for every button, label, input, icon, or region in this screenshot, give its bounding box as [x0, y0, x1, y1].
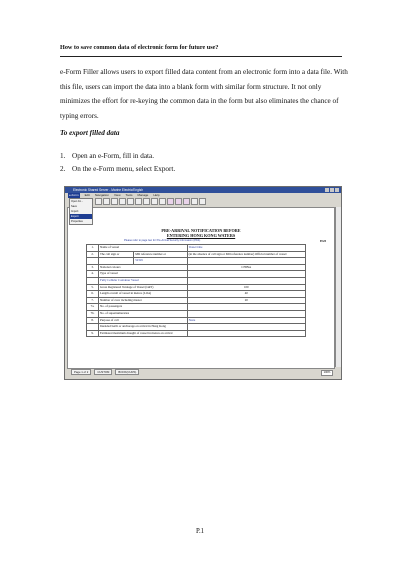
row-number	[87, 277, 99, 284]
row-label[interactable]: Fully Cellular Container Vessel	[99, 277, 188, 284]
table-row	[87, 310, 306, 317]
form-table	[86, 244, 306, 337]
form-note: Please refer to page two for Pre-Arrival Security Information (PAS).	[124, 239, 201, 242]
first-page-icon[interactable]	[95, 198, 102, 205]
step-number: 1.	[60, 152, 66, 160]
help-icon[interactable]	[199, 198, 206, 205]
table-row	[87, 317, 306, 324]
row-label: No. of passengers	[99, 304, 188, 311]
row-number: 4.	[87, 271, 99, 278]
row-number: 1.	[87, 245, 99, 252]
row-number: 5.	[87, 284, 99, 291]
row-label: Estimated maximum draught of vessel in metres on arrival	[99, 330, 188, 337]
check-icon[interactable]	[167, 198, 174, 205]
row-value[interactable]	[187, 330, 305, 337]
form-title	[68, 228, 334, 238]
menu-help[interactable]: Help	[153, 193, 160, 197]
row-number	[87, 324, 99, 331]
next-page-icon[interactable]	[111, 198, 118, 205]
zoom-field[interactable]: 100%	[321, 370, 333, 376]
row-label: Type of vessel	[99, 271, 188, 278]
row-value	[187, 277, 305, 284]
row-label: Name of vessel	[99, 245, 188, 252]
step-text: Open an e-Form, fill in data.	[72, 152, 155, 160]
page-number: P.1	[195, 528, 205, 535]
menu-eform[interactable]: e-Form	[69, 193, 79, 197]
close-icon[interactable]	[335, 188, 339, 192]
row-value[interactable]: 20	[187, 297, 305, 304]
menu-item-open[interactable]: Open Fo...	[71, 199, 84, 203]
row-number: 7a.	[87, 304, 99, 311]
table-row	[87, 251, 306, 258]
minimize-icon[interactable]	[325, 188, 329, 192]
section-title: To export filled data	[60, 129, 120, 137]
row-number: 7.	[87, 297, 99, 304]
table-row	[87, 264, 306, 271]
menu-navigation[interactable]: Navigation	[94, 193, 110, 197]
row-label: Gross Registered Tonnage of Vessel (GRT)	[99, 284, 188, 291]
menu-item-properties[interactable]: Properties	[71, 219, 83, 223]
row-value[interactable]: 40	[187, 291, 305, 298]
row-mid[interactable]: 52345	[134, 258, 187, 265]
step-number: 2.	[60, 165, 66, 173]
row-value[interactable]	[187, 258, 305, 265]
row-label: Number of crew including master	[99, 297, 188, 304]
save-icon[interactable]	[191, 198, 198, 205]
header-rule	[60, 56, 342, 57]
row-label: The call sign or	[99, 251, 134, 258]
intro-paragraph: e-Form Filler allows users to export filled data content from an electronic form into a data file. With this file, users can import the data into a blank form with similar form structure. It not only minimizes the effort for re-keying the common data in the form but also eliminates the chance of typing errors.	[60, 68, 348, 120]
table-row	[87, 245, 306, 252]
row-number: 6.	[87, 291, 99, 298]
window-titlebar	[65, 187, 341, 193]
table-row	[87, 284, 306, 291]
step-text: On the e-Form menu, select Export.	[72, 165, 176, 173]
status-bar	[67, 369, 337, 376]
form-title-line-2: ENTERING HONG KONG WATERS	[166, 233, 236, 238]
menu-item-import[interactable]: Import	[71, 209, 79, 213]
prev-page-icon[interactable]	[103, 198, 110, 205]
row-value[interactable]	[187, 310, 305, 317]
vertical-scrollbar[interactable]	[335, 207, 341, 367]
paste-icon[interactable]	[151, 198, 158, 205]
form-page-number: P.1/2	[319, 239, 326, 243]
last-page-icon[interactable]	[119, 198, 126, 205]
eform-dropdown-menu	[69, 198, 93, 225]
toolbar	[65, 198, 341, 205]
row-number: 2.	[87, 251, 99, 258]
row-value[interactable]: None	[187, 317, 305, 324]
row-value: (in the absence of call sign or MD reference number) Official number of vessel	[187, 251, 305, 258]
steps-list	[60, 150, 175, 176]
table-row	[87, 330, 306, 337]
form-title-line-1: PRE-ARRIVAL NOTIFICATION BEFORE	[161, 228, 241, 233]
undo-icon[interactable]	[159, 198, 166, 205]
maximize-icon[interactable]	[330, 188, 334, 192]
table-row	[87, 258, 306, 265]
menu-item-export[interactable]: Export	[70, 214, 92, 219]
step-item	[60, 163, 175, 176]
row-label[interactable]	[99, 258, 134, 265]
row-number: 9.	[87, 330, 99, 337]
row-label: Intended berth or anchorage on arrival in Hong Kong	[99, 324, 188, 331]
step-item	[60, 150, 175, 163]
row-value[interactable]: Vessel One	[187, 245, 305, 252]
form-document	[67, 207, 335, 369]
row-value[interactable]	[187, 324, 305, 331]
menu-manage[interactable]: Manage	[137, 193, 149, 197]
window-title: Electronic Shared Server - Marine Electric/Englsh	[73, 188, 143, 192]
status-mode: CUSTOM	[94, 369, 112, 375]
zoom-icon[interactable]	[175, 198, 182, 205]
table-row	[87, 304, 306, 311]
menu-view[interactable]: View	[114, 193, 121, 197]
cut-icon[interactable]	[135, 198, 142, 205]
screenshot-window	[64, 186, 342, 380]
row-value[interactable]: CHINA	[187, 264, 305, 271]
table-row	[87, 324, 306, 331]
menu-edit[interactable]: Edit	[84, 193, 90, 197]
window-controls	[325, 188, 339, 192]
document-header: How to save common data of electronic form for future use?	[60, 44, 219, 51]
table-row	[87, 297, 306, 304]
row-number	[87, 258, 99, 265]
menu-item-save[interactable]: Save	[71, 204, 77, 208]
row-label: No. of supernumeraries	[99, 310, 188, 317]
menu-tools[interactable]: Tools	[125, 193, 133, 197]
copy-icon[interactable]	[143, 198, 150, 205]
row-value	[187, 271, 305, 278]
table-row	[87, 271, 306, 278]
print-icon[interactable]	[183, 198, 190, 205]
row-value[interactable]: 100	[187, 284, 305, 291]
row-number: 3.	[87, 264, 99, 271]
row-number: 7b.	[87, 310, 99, 317]
status-cursor: BOOK(CURS)	[115, 369, 139, 375]
row-mid: MD reference number or	[134, 251, 187, 258]
search-icon[interactable]	[127, 198, 134, 205]
row-label: National colours	[99, 264, 188, 271]
row-label: Purpose of call	[99, 317, 188, 324]
table-row	[87, 291, 306, 298]
row-value[interactable]	[187, 304, 305, 311]
row-number: 8.	[87, 317, 99, 324]
table-row	[87, 277, 306, 284]
row-label: Length overall of vessel in metres (LOA)	[99, 291, 188, 298]
status-page: Page 1 of 2	[71, 369, 91, 375]
